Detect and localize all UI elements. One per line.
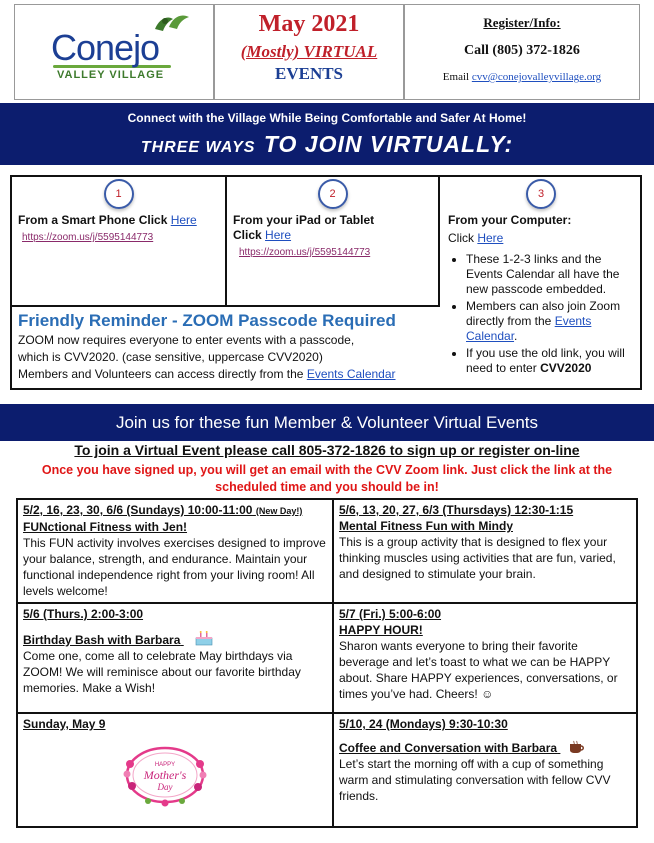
way-computer-click: [448, 230, 634, 246]
reminder-line3-text: Members and Volunteers can access directly from the: [18, 367, 304, 381]
three-ways-heading: [0, 131, 654, 158]
bullet2-text: Members can also join Zoom directly from the: [466, 299, 621, 328]
list-item: [466, 299, 634, 344]
event-title-row: [339, 740, 631, 756]
tablet-here-link[interactable]: Here: [265, 228, 292, 242]
event-date-text: 5/2, 16, 23, 30, 6/6 (Sundays) 10:00-11:00: [23, 503, 253, 517]
reminder-events-calendar-link[interactable]: Events Calendar: [306, 367, 396, 381]
birthday-cake-icon: [194, 630, 214, 646]
event-date: [23, 502, 327, 519]
event-fitness: [17, 499, 333, 603]
register-email: [405, 71, 639, 83]
register-cell: [404, 4, 640, 100]
three-ways-small: THREE WAYS: [140, 139, 256, 156]
wreath-day: Day: [157, 782, 173, 792]
register-title: Register/Info:: [483, 15, 561, 30]
coffee-cup-icon: [568, 740, 586, 754]
page-subtitle: (Mostly) VIRTUAL: [240, 42, 378, 61]
events-banner: Join us for these fun Member & Volunteer Virtual Events: [0, 404, 654, 441]
wreath-happy: HAPPY: [154, 762, 176, 768]
signup-instructions: To join a Virtual Event please call 805-372-1826 to sign up or register on-line: [74, 442, 580, 458]
email-link[interactable]: cvv@conejovalleyvillage.org: [471, 71, 602, 83]
event-date-note: (New Day!): [255, 506, 303, 516]
step-number-2: 2: [318, 179, 348, 209]
event-title: Coffee and Conversation with Barbara: [339, 741, 558, 755]
events-calendar-link[interactable]: Events Calendar: [466, 314, 592, 343]
signup-note: Once you have signed up, you will get an email with the CVV Zoom link. Just click the link at the scheduled time and you should be in!: [41, 463, 613, 494]
passcode-reminder: [12, 307, 440, 388]
event-mothers-day: [17, 713, 333, 827]
page-subtitle-events: EVENTS: [274, 64, 344, 83]
way-smartphone-title: [18, 213, 219, 228]
event-date: 5/6, 13, 20, 27, 6/3 (Thursdays) 12:30-1:15: [339, 503, 574, 517]
way-computer: [440, 177, 640, 388]
computer-click-label: Click: [448, 231, 474, 245]
event-description: Let’s start the morning off with a cup of something warm and stimulating conversation with fellow CVV friends.: [339, 757, 611, 803]
event-title: Mental Fitness Fun with Mindy: [339, 519, 513, 533]
event-description: This is a group activity that is designed to flex your thinking muscles using activities that are fun, varied, and designed to stimulate your brain.: [339, 535, 616, 581]
three-ways-big: TO JOIN VIRTUALLY:: [263, 131, 514, 157]
computer-here-link[interactable]: Here: [477, 231, 504, 245]
smartphone-zoom-url[interactable]: https://zoom.us/j/5595144773: [22, 232, 154, 243]
way-tablet-click: [233, 228, 432, 243]
event-description: Come one, come all to celebrate May birthdays via ZOOM! We will reminisce about our favorite birthday memories. Make a Wish!: [23, 649, 301, 695]
wreath-mothers: Mother's: [143, 768, 187, 782]
event-title: HAPPY HOUR!: [339, 623, 423, 637]
list-item: [466, 346, 634, 376]
event-date: 5/7 (Fri.) 5:00-6:00: [339, 607, 442, 621]
reminder-line1: ZOOM now requires everyone to enter events with a passcode,: [18, 333, 355, 347]
way-tablet: [227, 177, 440, 307]
way-smartphone: [12, 177, 227, 307]
event-date: 5/10, 24 (Mondays) 9:30-10:30: [339, 717, 508, 731]
way-tablet-title: From your iPad or Tablet: [233, 213, 375, 227]
event-date: 5/6 (Thurs.) 2:00-3:00: [23, 607, 144, 621]
title-cell: [214, 4, 404, 100]
event-mental-fitness: [333, 499, 637, 603]
register-phone: Call (805) 372-1826: [464, 43, 580, 58]
event-title: Birthday Bash with Barbara: [23, 633, 181, 647]
logo-text: Conejo: [51, 27, 160, 68]
reminder-title: Friendly Reminder - ZOOM Passcode Required: [18, 311, 396, 330]
reminder-line2: which is CVV2020. (case sensitive, uppercase CVV2020): [18, 350, 323, 364]
events-grid: [16, 498, 638, 828]
event-coffee: [333, 713, 637, 827]
logo-cell: [14, 4, 214, 100]
way-smartphone-label: From a Smart Phone Click: [18, 213, 168, 227]
event-date: Sunday, May 9: [23, 717, 106, 731]
event-description: Sharon wants everyone to bring their favorite beverage and let’s toast to what we can be HAPPY about. Share HAPPY experiences, conversations, or times you’ve had. Cheers! ☺: [339, 639, 618, 701]
header: [14, 4, 640, 100]
connect-line: Connect with the Village While Being Comfortable and Safer At Home!: [127, 111, 527, 125]
three-ways-box: [10, 175, 642, 390]
mothers-day-wreath-icon: [118, 742, 213, 808]
step-number-1: 1: [104, 179, 134, 209]
list-item: • These 1-2-3 links and the Events Calendar all have the new passcode embedded.: [466, 252, 634, 297]
connect-banner: [0, 103, 654, 165]
logo-subtitle: VALLEY VILLAGE: [57, 69, 165, 81]
passcode-text: CVV2020: [540, 361, 592, 375]
reminder-line3: [18, 367, 434, 382]
event-birthday: [17, 603, 333, 713]
event-happy-hour: [333, 603, 637, 713]
event-title-row: [23, 630, 327, 648]
computer-notes-list: [448, 252, 634, 376]
tablet-click-label: Click: [233, 228, 262, 242]
bullet3-text: If you use the old link, you will need to enter: [466, 346, 625, 375]
page-title: May 2021: [258, 11, 360, 37]
email-label: Email: [442, 71, 470, 83]
event-description: This FUN activity involves exercises designed to improve your balance, strength, and endurance. Maintain your functional independence right from your living room! All levels welcome!: [23, 536, 326, 598]
smartphone-here-link[interactable]: Here: [170, 213, 197, 227]
event-title: FUNctional Fitness with Jen!: [23, 520, 188, 534]
way-computer-title: From your Computer:: [448, 213, 572, 227]
step-number-3: 3: [526, 179, 556, 209]
tablet-zoom-url[interactable]: https://zoom.us/j/5595144773: [239, 247, 371, 258]
bullet2-end: .: [514, 329, 518, 343]
